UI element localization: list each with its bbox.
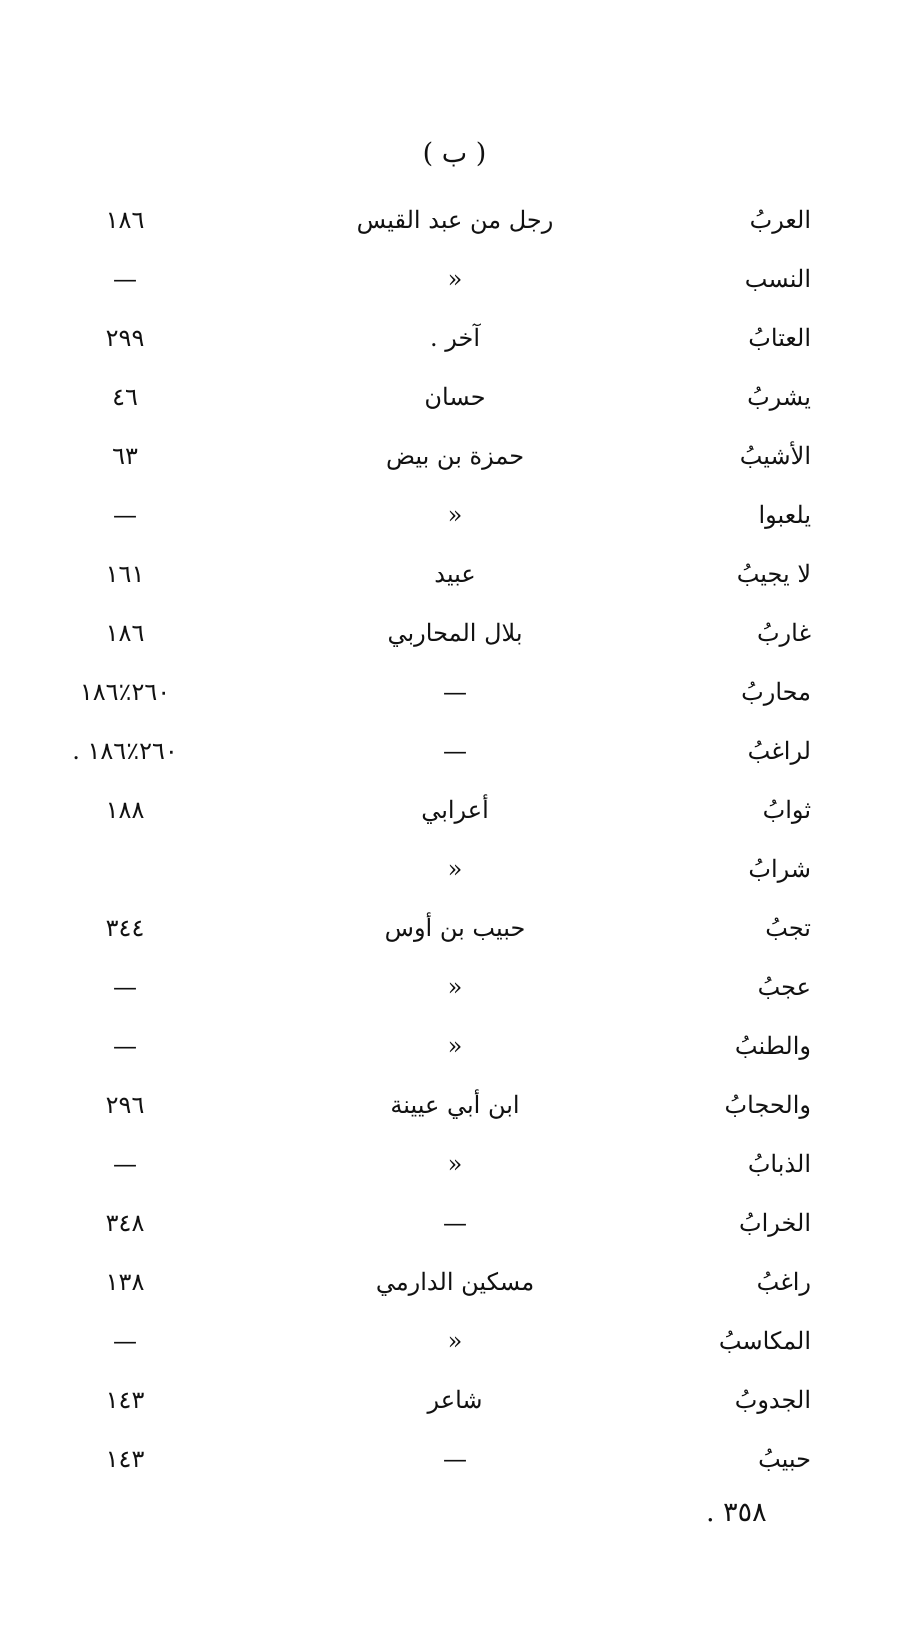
page-reference: ١٨٦ (105, 619, 145, 647)
page-reference: — (113, 1032, 137, 1060)
page-reference: ١٤٣ (105, 1445, 145, 1473)
poet-name: حمزة بن بيض (385, 442, 525, 470)
rhyme-word: العتابُ (748, 324, 811, 352)
poet-name: آخر . (429, 324, 480, 352)
page-reference: — (113, 1327, 137, 1355)
page-reference: — (113, 265, 137, 293)
poet-name: — (443, 737, 467, 765)
page-reference: ١٦١ (105, 560, 145, 588)
rhyme-word: لا يجيبُ (736, 560, 811, 588)
page-reference: ٢٦٠٪١٨٦ . (72, 737, 178, 765)
poet-name: ابن أبي عيينة (390, 1091, 520, 1119)
table-row (0, 786, 909, 845)
page-reference: — (113, 1150, 137, 1178)
rhyme-word: محاربُ (741, 678, 811, 706)
poet-name: « (447, 855, 463, 883)
table-row (0, 668, 909, 727)
poet-name: — (443, 1445, 467, 1473)
page-reference: ٢٦٠٪١٨٦ (79, 678, 171, 706)
poet-name: « (447, 265, 463, 293)
page-reference: ٢٩٦ (105, 1091, 145, 1119)
table-row (0, 373, 909, 432)
poet-name: « (447, 1032, 463, 1060)
page-reference: — (113, 501, 137, 529)
table-row (0, 845, 909, 904)
poet-name: رجل من عبد القيس (356, 206, 554, 234)
page-reference: ١٤٣ (105, 1386, 145, 1414)
page-reference: ٣٤٤ (105, 914, 145, 942)
page-reference: ٦٣ (112, 442, 138, 470)
table-row (0, 1258, 909, 1317)
table-row (0, 1081, 909, 1140)
page-reference: — (113, 973, 137, 1001)
table-row (0, 1140, 909, 1199)
rhyme-word: تجبُ (765, 914, 811, 942)
page-reference: ١٨٨ (105, 796, 145, 824)
rhyme-word: والحجابُ (724, 1091, 811, 1119)
poet-name: حسان (424, 383, 486, 411)
section-heading: ( ب ) (422, 138, 487, 169)
table-row (0, 432, 909, 491)
table-row (0, 1435, 909, 1494)
poet-name: بلال المحاربي (387, 619, 523, 647)
poet-name: « (447, 1327, 463, 1355)
index-table (0, 196, 909, 1494)
table-row (0, 1199, 909, 1258)
rhyme-word: والطنبُ (734, 1032, 811, 1060)
poet-name: حبيب بن أوس (384, 914, 526, 942)
rhyme-word: عجبُ (757, 973, 811, 1001)
table-row (0, 963, 909, 1022)
rhyme-word: راغبُ (756, 1268, 811, 1296)
rhyme-word: المكاسبُ (718, 1327, 811, 1355)
poet-name: « (447, 501, 463, 529)
table-row (0, 491, 909, 550)
table-row (0, 196, 909, 255)
table-row (0, 609, 909, 668)
poet-name: — (443, 678, 467, 706)
table-row (0, 550, 909, 609)
rhyme-word: يشربُ (747, 383, 811, 411)
rhyme-word: غاربُ (756, 619, 811, 647)
poet-name: مسكين الدارمي (375, 1268, 535, 1296)
poet-name: « (447, 973, 463, 1001)
poet-name: — (443, 1209, 467, 1237)
table-row (0, 1022, 909, 1081)
table-row (0, 314, 909, 373)
poet-name: أعرابي (421, 796, 489, 824)
page-reference: ٤٦ (112, 383, 138, 411)
table-row (0, 1376, 909, 1435)
rhyme-word: لراغبُ (747, 737, 811, 765)
table-row (0, 255, 909, 314)
page-reference: ١٨٦ (105, 206, 145, 234)
rhyme-word: شرابُ (748, 855, 811, 883)
poet-name: « (447, 1150, 463, 1178)
table-row (0, 727, 909, 786)
rhyme-word: الخرابُ (739, 1209, 811, 1237)
poet-name: شاعر (427, 1386, 483, 1414)
page-reference: ١٣٨ (105, 1268, 145, 1296)
table-row (0, 1317, 909, 1376)
page-reference: ٣٤٨ (105, 1209, 145, 1237)
rhyme-word: حبيبُ (758, 1445, 811, 1473)
page-number: ٣٥٨ . (706, 1497, 767, 1528)
rhyme-word: الذبابُ (747, 1150, 811, 1178)
rhyme-word: العربُ (749, 206, 811, 234)
table-row (0, 904, 909, 963)
page-reference: ٢٩٩ (105, 324, 145, 352)
rhyme-word: ثوابُ (762, 796, 811, 824)
rhyme-word: الجدوبُ (734, 1386, 811, 1414)
rhyme-word: النسب (744, 265, 811, 293)
rhyme-word: يلعبوا (758, 501, 811, 529)
rhyme-word: الأشيبُ (739, 442, 811, 470)
poet-name: عبيد (434, 560, 476, 588)
